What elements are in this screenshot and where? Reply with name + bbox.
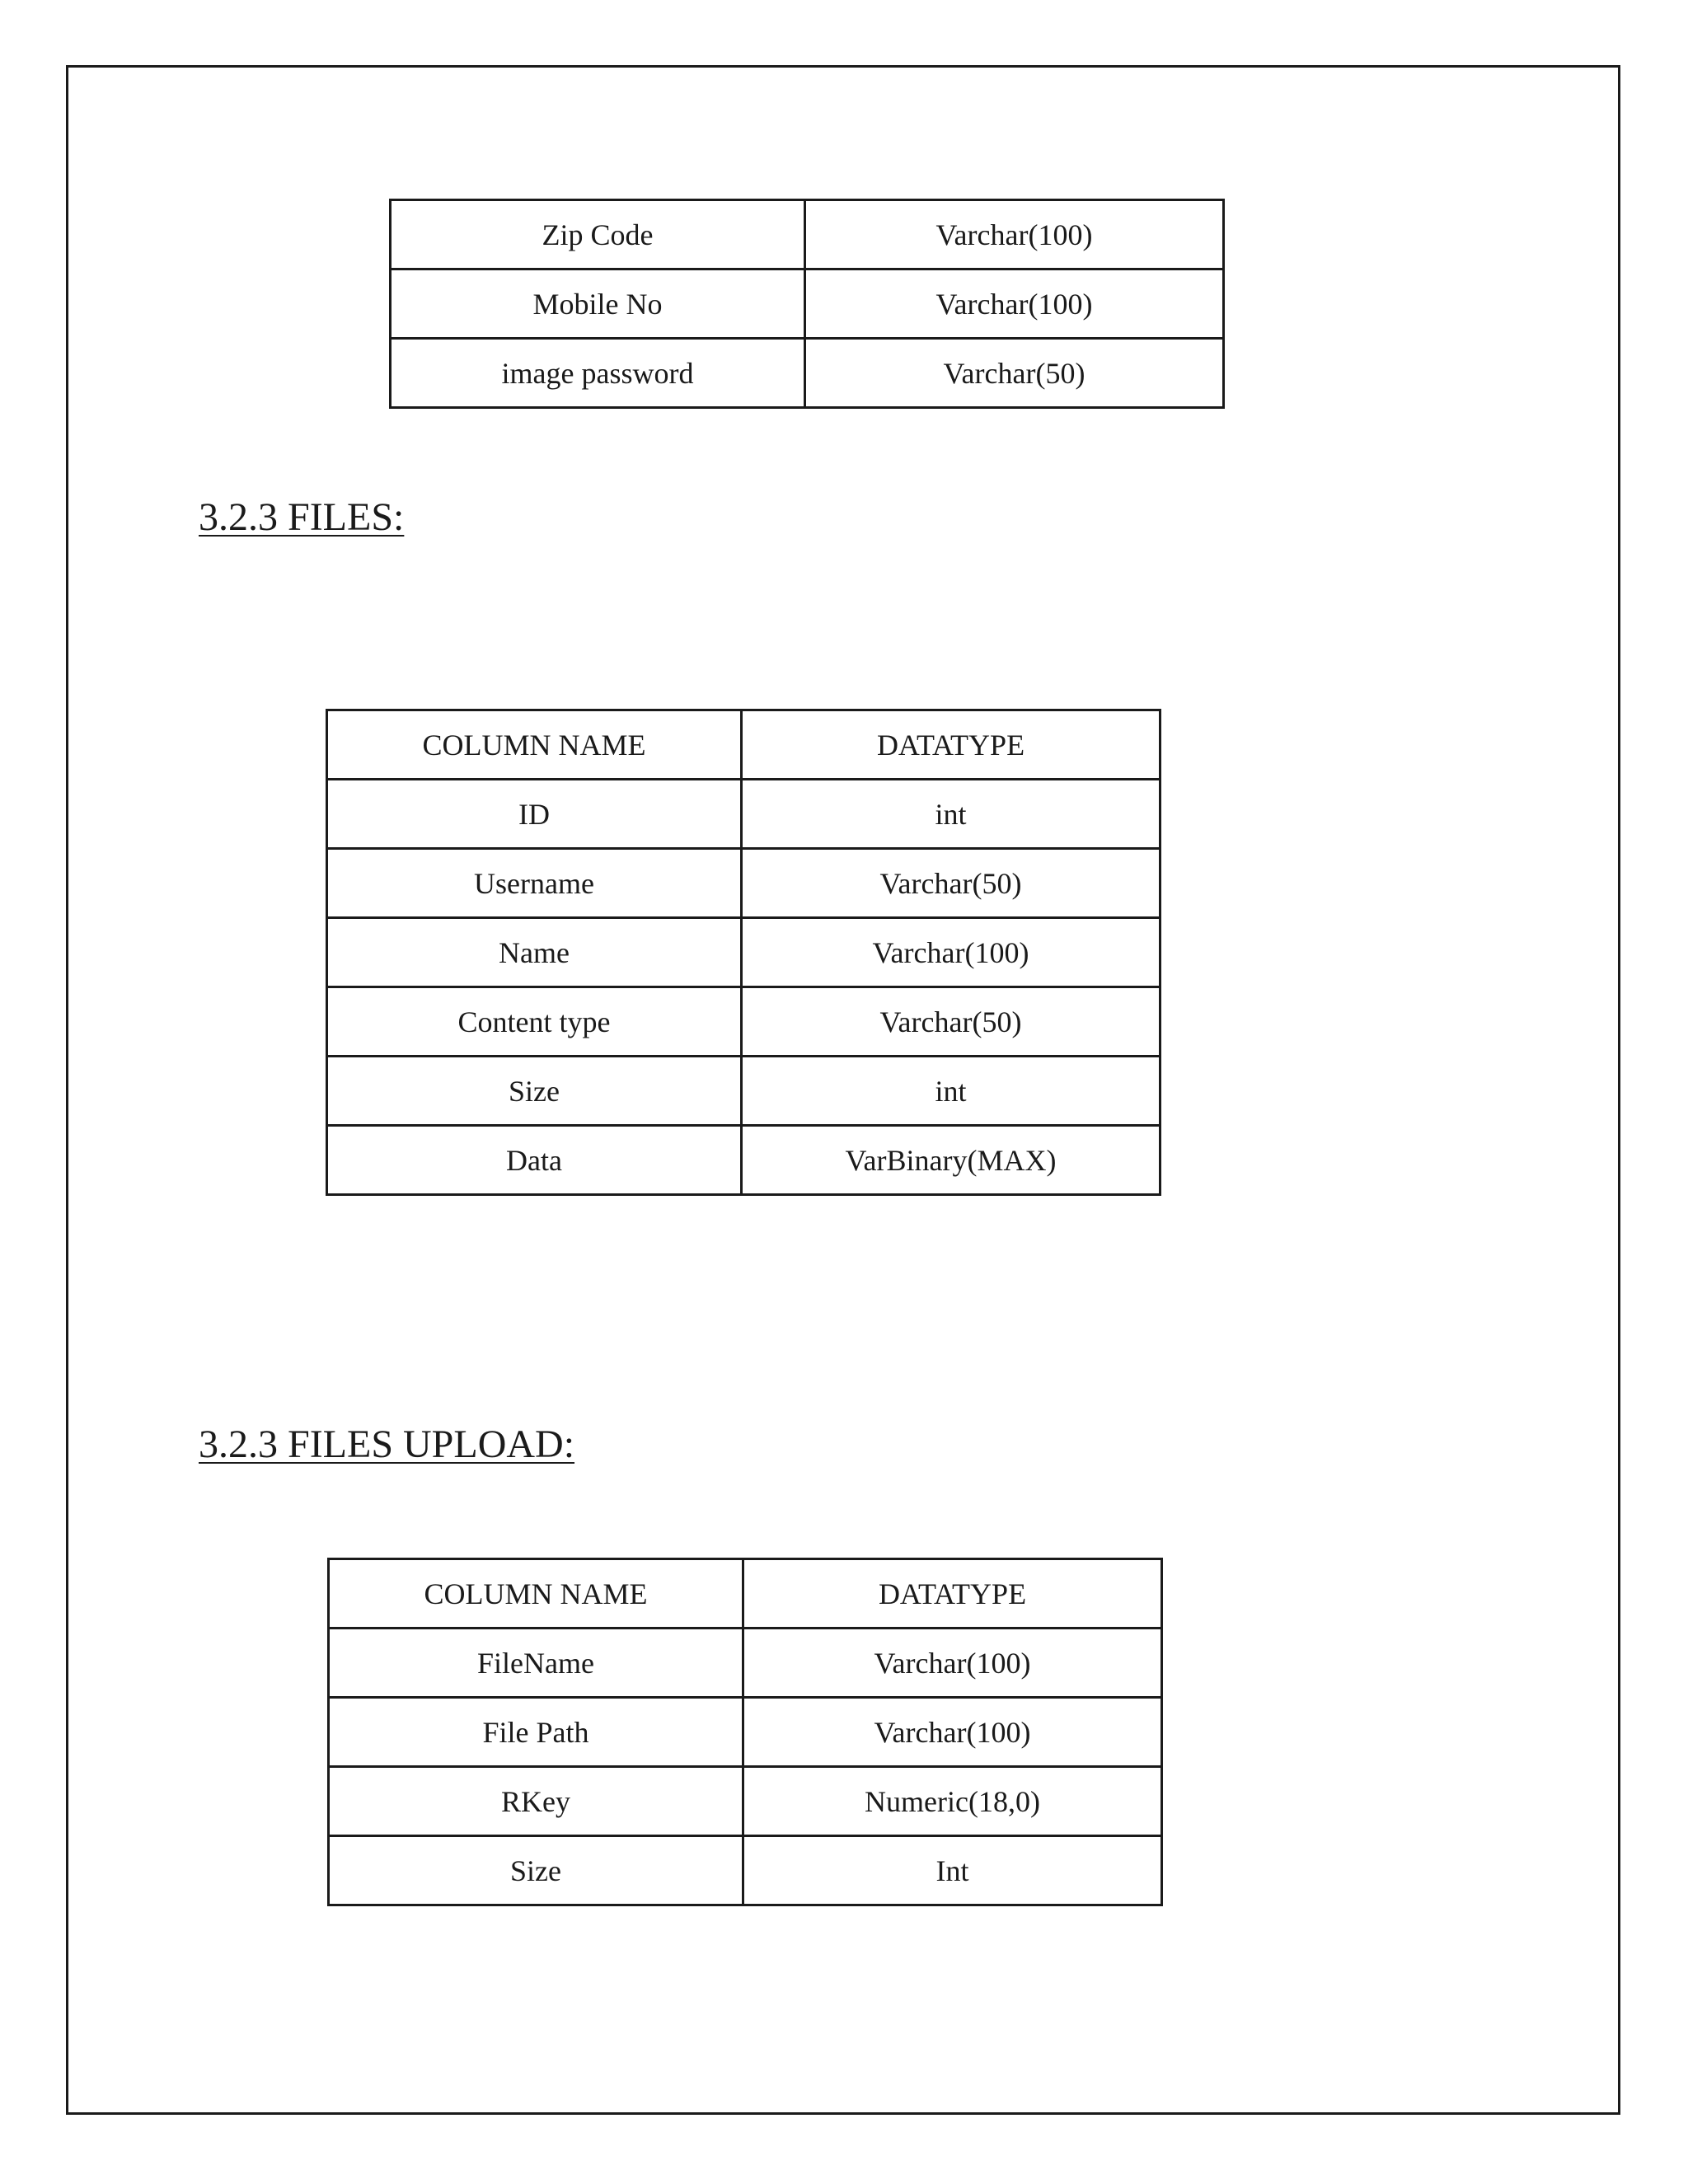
table-row — [391, 200, 1224, 269]
datatype-cell: VarBinary(MAX) — [742, 1126, 1160, 1195]
table-row — [391, 339, 1224, 408]
column-name-cell: Size — [329, 1836, 743, 1905]
files-upload-table — [327, 1558, 1163, 1906]
column-name-cell: FileName — [329, 1629, 743, 1698]
column-name-cell: Content type — [327, 987, 742, 1057]
datatype-cell: Varchar(50) — [742, 849, 1160, 918]
table-row — [329, 1767, 1162, 1836]
datatype-cell: Varchar(100) — [742, 918, 1160, 987]
datatype-cell: Varchar(100) — [743, 1629, 1162, 1698]
column-name-cell: image password — [391, 339, 805, 408]
datatype-cell: int — [742, 780, 1160, 849]
datatype-cell: Numeric(18,0) — [743, 1767, 1162, 1836]
datatype-cell: Varchar(100) — [805, 200, 1224, 269]
table-row — [329, 1698, 1162, 1767]
column-name-cell: Size — [327, 1057, 742, 1126]
column-name-cell: Zip Code — [391, 200, 805, 269]
table-row — [327, 987, 1160, 1057]
datatype-cell: Varchar(100) — [743, 1698, 1162, 1767]
table-row — [327, 918, 1160, 987]
datatype-cell: int — [742, 1057, 1160, 1126]
table-row — [329, 1629, 1162, 1698]
column-name-cell: File Path — [329, 1698, 743, 1767]
table-header-row — [327, 710, 1160, 780]
table-row — [327, 780, 1160, 849]
files-table — [326, 709, 1161, 1196]
table-row — [327, 1057, 1160, 1126]
section-heading-files-upload: 3.2.3 FILES UPLOAD: — [199, 1422, 575, 1466]
section-heading-files: 3.2.3 FILES: — [199, 495, 405, 539]
datatype-cell: Varchar(100) — [805, 269, 1224, 339]
column-name-cell: ID — [327, 780, 742, 849]
column-header-datatype: DATATYPE — [743, 1559, 1162, 1629]
column-name-cell: RKey — [329, 1767, 743, 1836]
column-name-cell: Mobile No — [391, 269, 805, 339]
column-name-cell: Data — [327, 1126, 742, 1195]
column-header-name: COLUMN NAME — [329, 1559, 743, 1629]
table-row — [327, 1126, 1160, 1195]
table-header-row — [329, 1559, 1162, 1629]
column-header-datatype: DATATYPE — [742, 710, 1160, 780]
table-row — [327, 849, 1160, 918]
datatype-cell: Int — [743, 1836, 1162, 1905]
datatype-cell: Varchar(50) — [805, 339, 1224, 408]
table-row — [391, 269, 1224, 339]
column-name-cell: Username — [327, 849, 742, 918]
contact-fields-table — [389, 199, 1225, 409]
datatype-cell: Varchar(50) — [742, 987, 1160, 1057]
column-header-name: COLUMN NAME — [327, 710, 742, 780]
table-row — [329, 1836, 1162, 1905]
column-name-cell: Name — [327, 918, 742, 987]
